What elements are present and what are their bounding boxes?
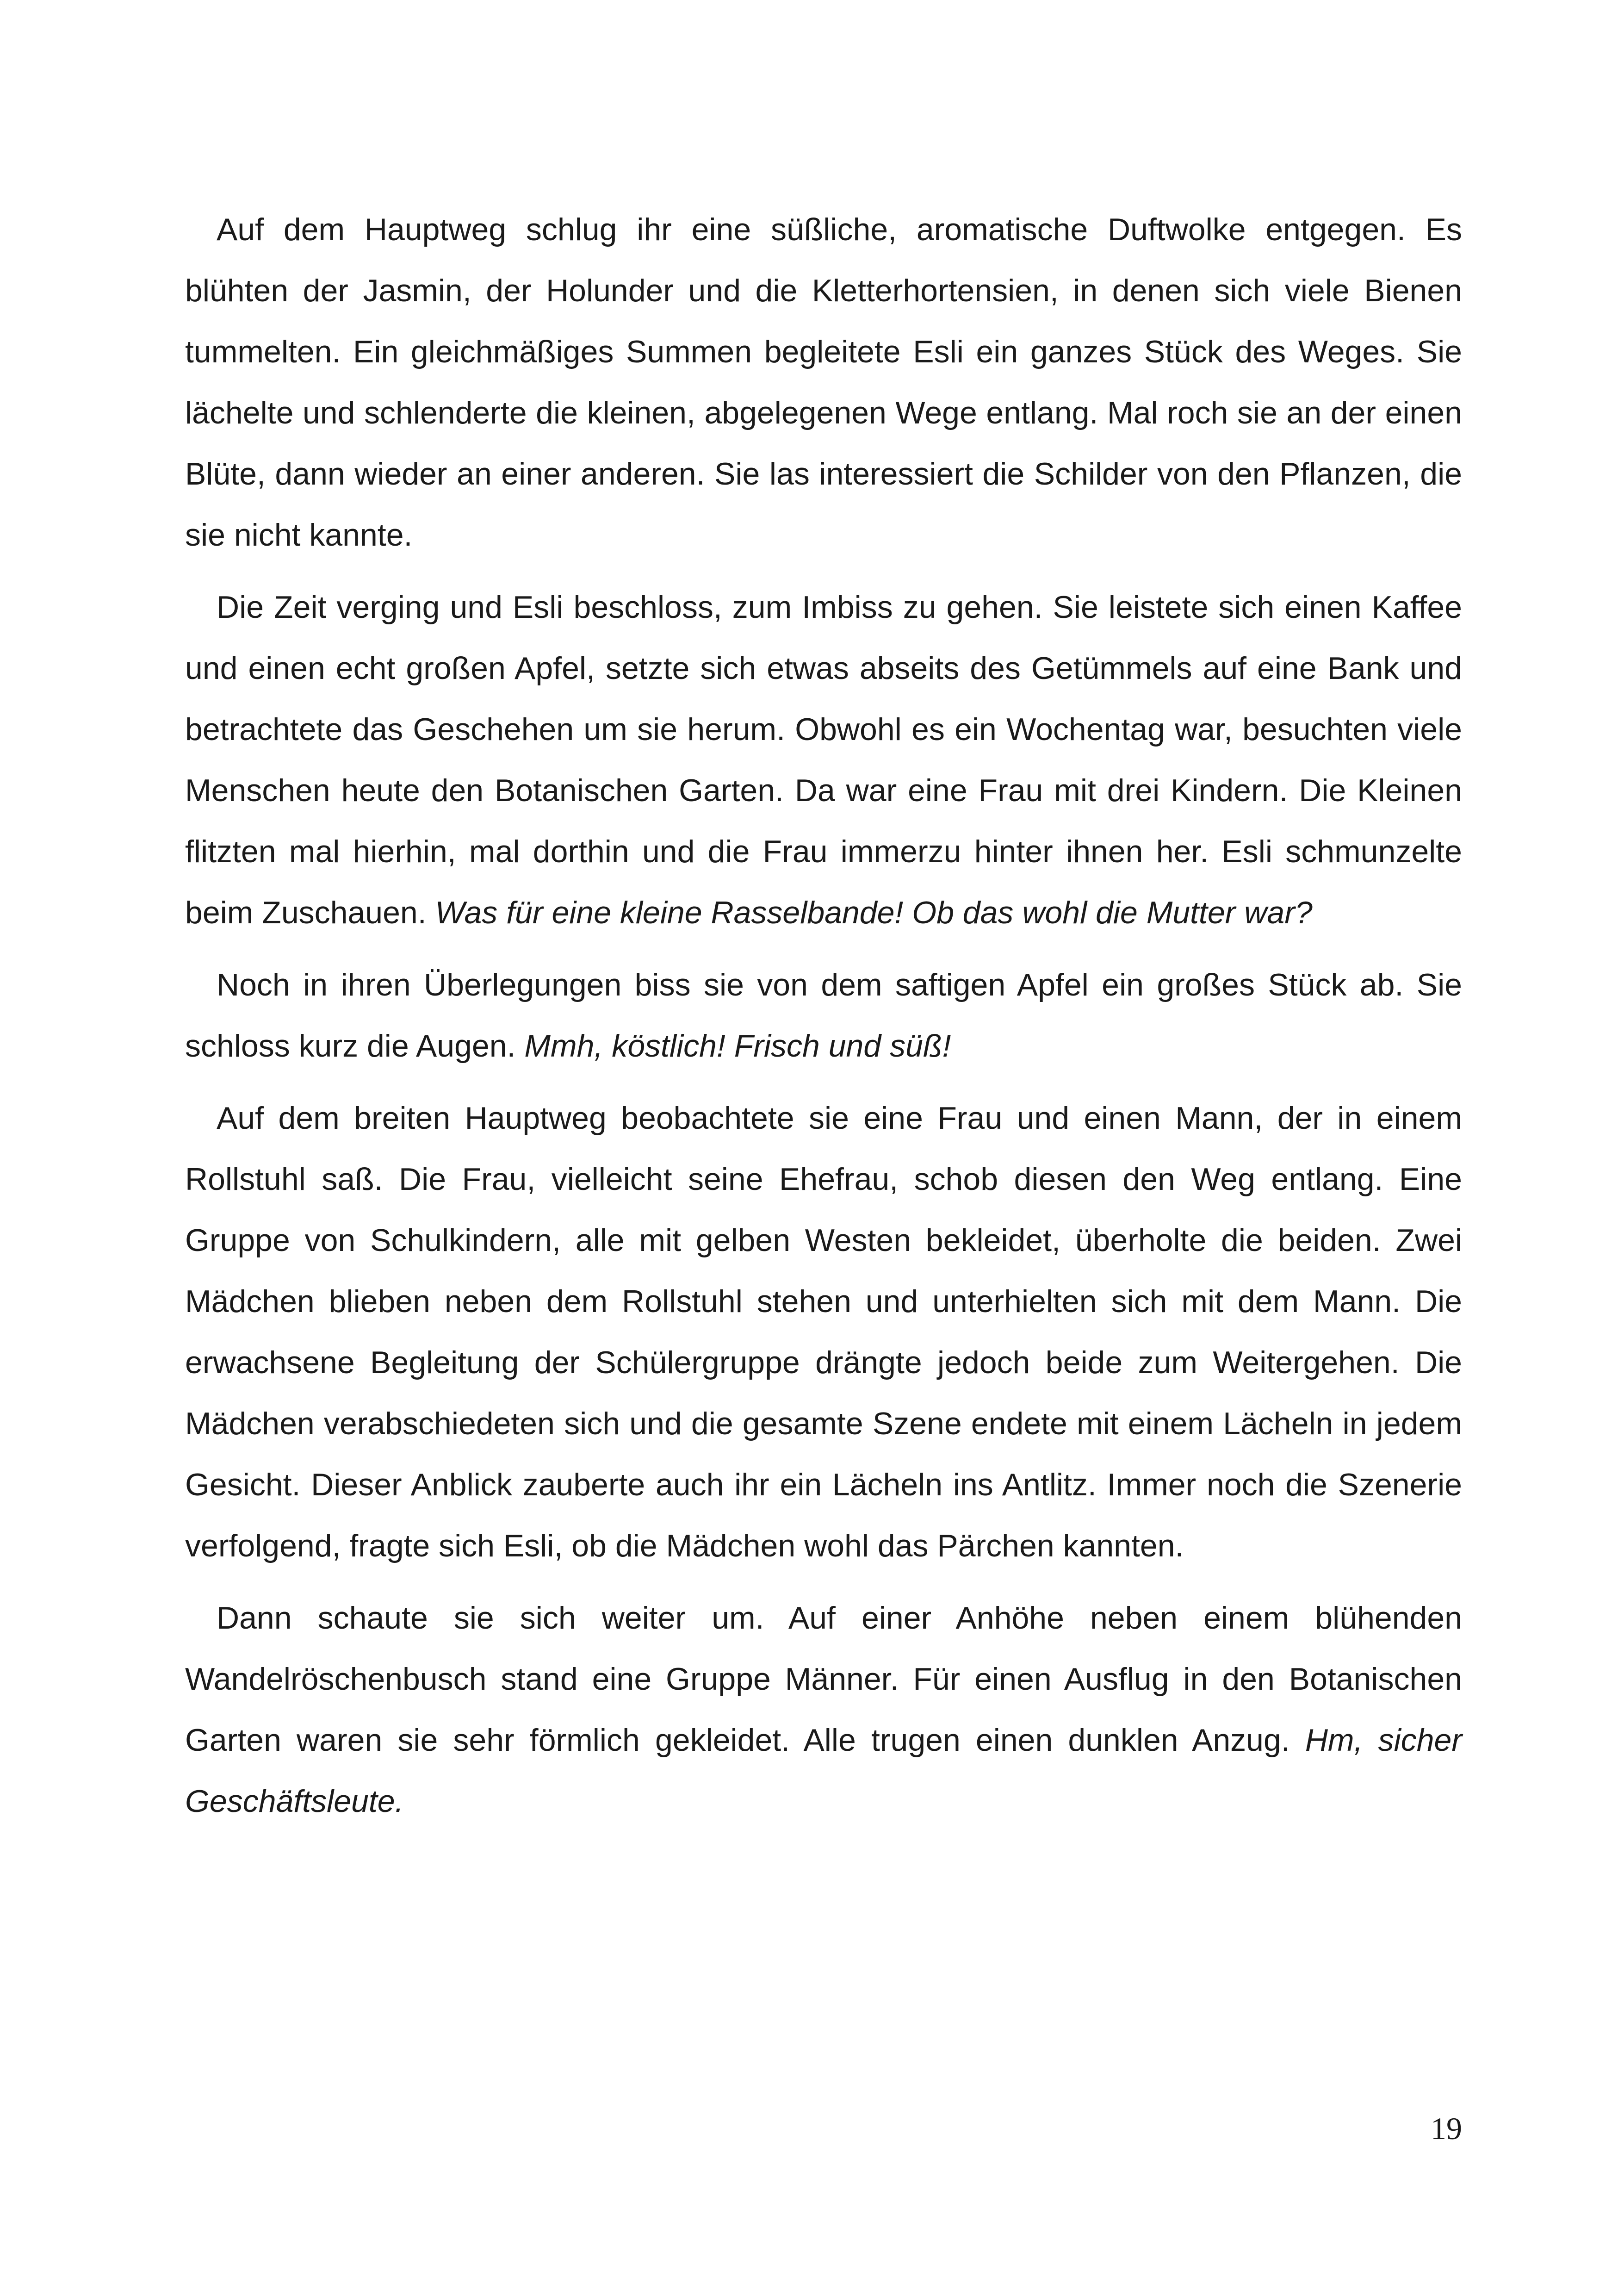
paragraph-2-text: Die Zeit verging und Esli beschloss, zum Imbiss zu gehen. Sie leistete sich einen Kaffee und einen echt großen Apfel, setzte sich etwas abseits des Getümmels auf eine Bank und betrachtete das Geschehen um sie herum. Obwohl es ein Wochentag war, besuchten viele Menschen heute den Botanischen Garten. Da war eine Frau mit drei Kindern. Die Kleinen flitzten mal hierhin, mal dorthin und die Frau immerzu hinter ihnen her. Esli schmunzelte beim Zuschauen.: [185, 590, 1462, 930]
paragraph-2: [185, 577, 1462, 943]
paragraph-1-text: Auf dem Hauptweg schlug ihr eine süßliche, aromatische Duftwolke entgegen. Es blühten der Jasmin, der Holunder und die Kletterhortensien, in denen sich viele Bienen tummelten. Ein gleichmäßiges Summen begleitete Esli ein ganzes Stück des Weges. Sie lächelte und schlenderte die kleinen, abgelegenen Wege entlang. Mal roch sie an der einen Blüte, dann wieder an einer anderen. Sie las interessiert die Schilder von den Pflanzen, die sie nicht kannte.: [185, 212, 1462, 553]
paragraph-3-thought: Mmh, köstlich! Frisch und süß!: [524, 1028, 951, 1064]
paragraph-3-text: Noch in ihren Überlegungen biss sie von dem saftigen Apfel ein großes Stück ab. Sie schloss kurz die Augen.: [185, 967, 1462, 1064]
body-text: [185, 199, 1462, 1832]
paragraph-5-text: Dann schaute sie sich weiter um. Auf einer Anhöhe neben einem blühenden Wandelröschenbusch stand eine Gruppe Männer. Für einen Ausflug in den Botanischen Garten waren sie sehr förmlich gekleidet. Alle trugen einen dunklen Anzug.: [185, 1600, 1462, 1758]
paragraph-2-thought: Was für eine kleine Rasselbande! Ob das wohl die Mutter war?: [435, 895, 1313, 930]
paragraph-1: [185, 199, 1462, 566]
paragraph-5: [185, 1587, 1462, 1832]
paragraph-4-text: Auf dem breiten Hauptweg beobachtete sie eine Frau und einen Mann, der in einem Rollstuhl saß. Die Frau, vielleicht seine Ehefrau, schob diesen den Weg entlang. Eine Gruppe von Schulkindern, alle mit gelben Westen bekleidet, überholte die beiden. Zwei Mädchen blieben neben dem Rollstuhl stehen und unterhielten sich mit dem Mann. Die erwachsene Begleitung der Schülergruppe drängte jedoch beide zum Weitergehen. Die Mädchen verabschiedeten sich und die gesamte Szene endete mit einem Lächeln in jedem Gesicht. Dieser Anblick zauberte auch ihr ein Lächeln ins Antlitz. Immer noch die Szenerie verfolgend, fragte sich Esli, ob die Mädchen wohl das Pärchen kannten.: [185, 1101, 1462, 1563]
paragraph-5-thought: Hm, sicher Geschäftsleute.: [185, 1723, 1462, 1819]
paragraph-4: [185, 1088, 1462, 1576]
paragraph-3: [185, 954, 1462, 1076]
page-number: 19: [1431, 2111, 1462, 2146]
